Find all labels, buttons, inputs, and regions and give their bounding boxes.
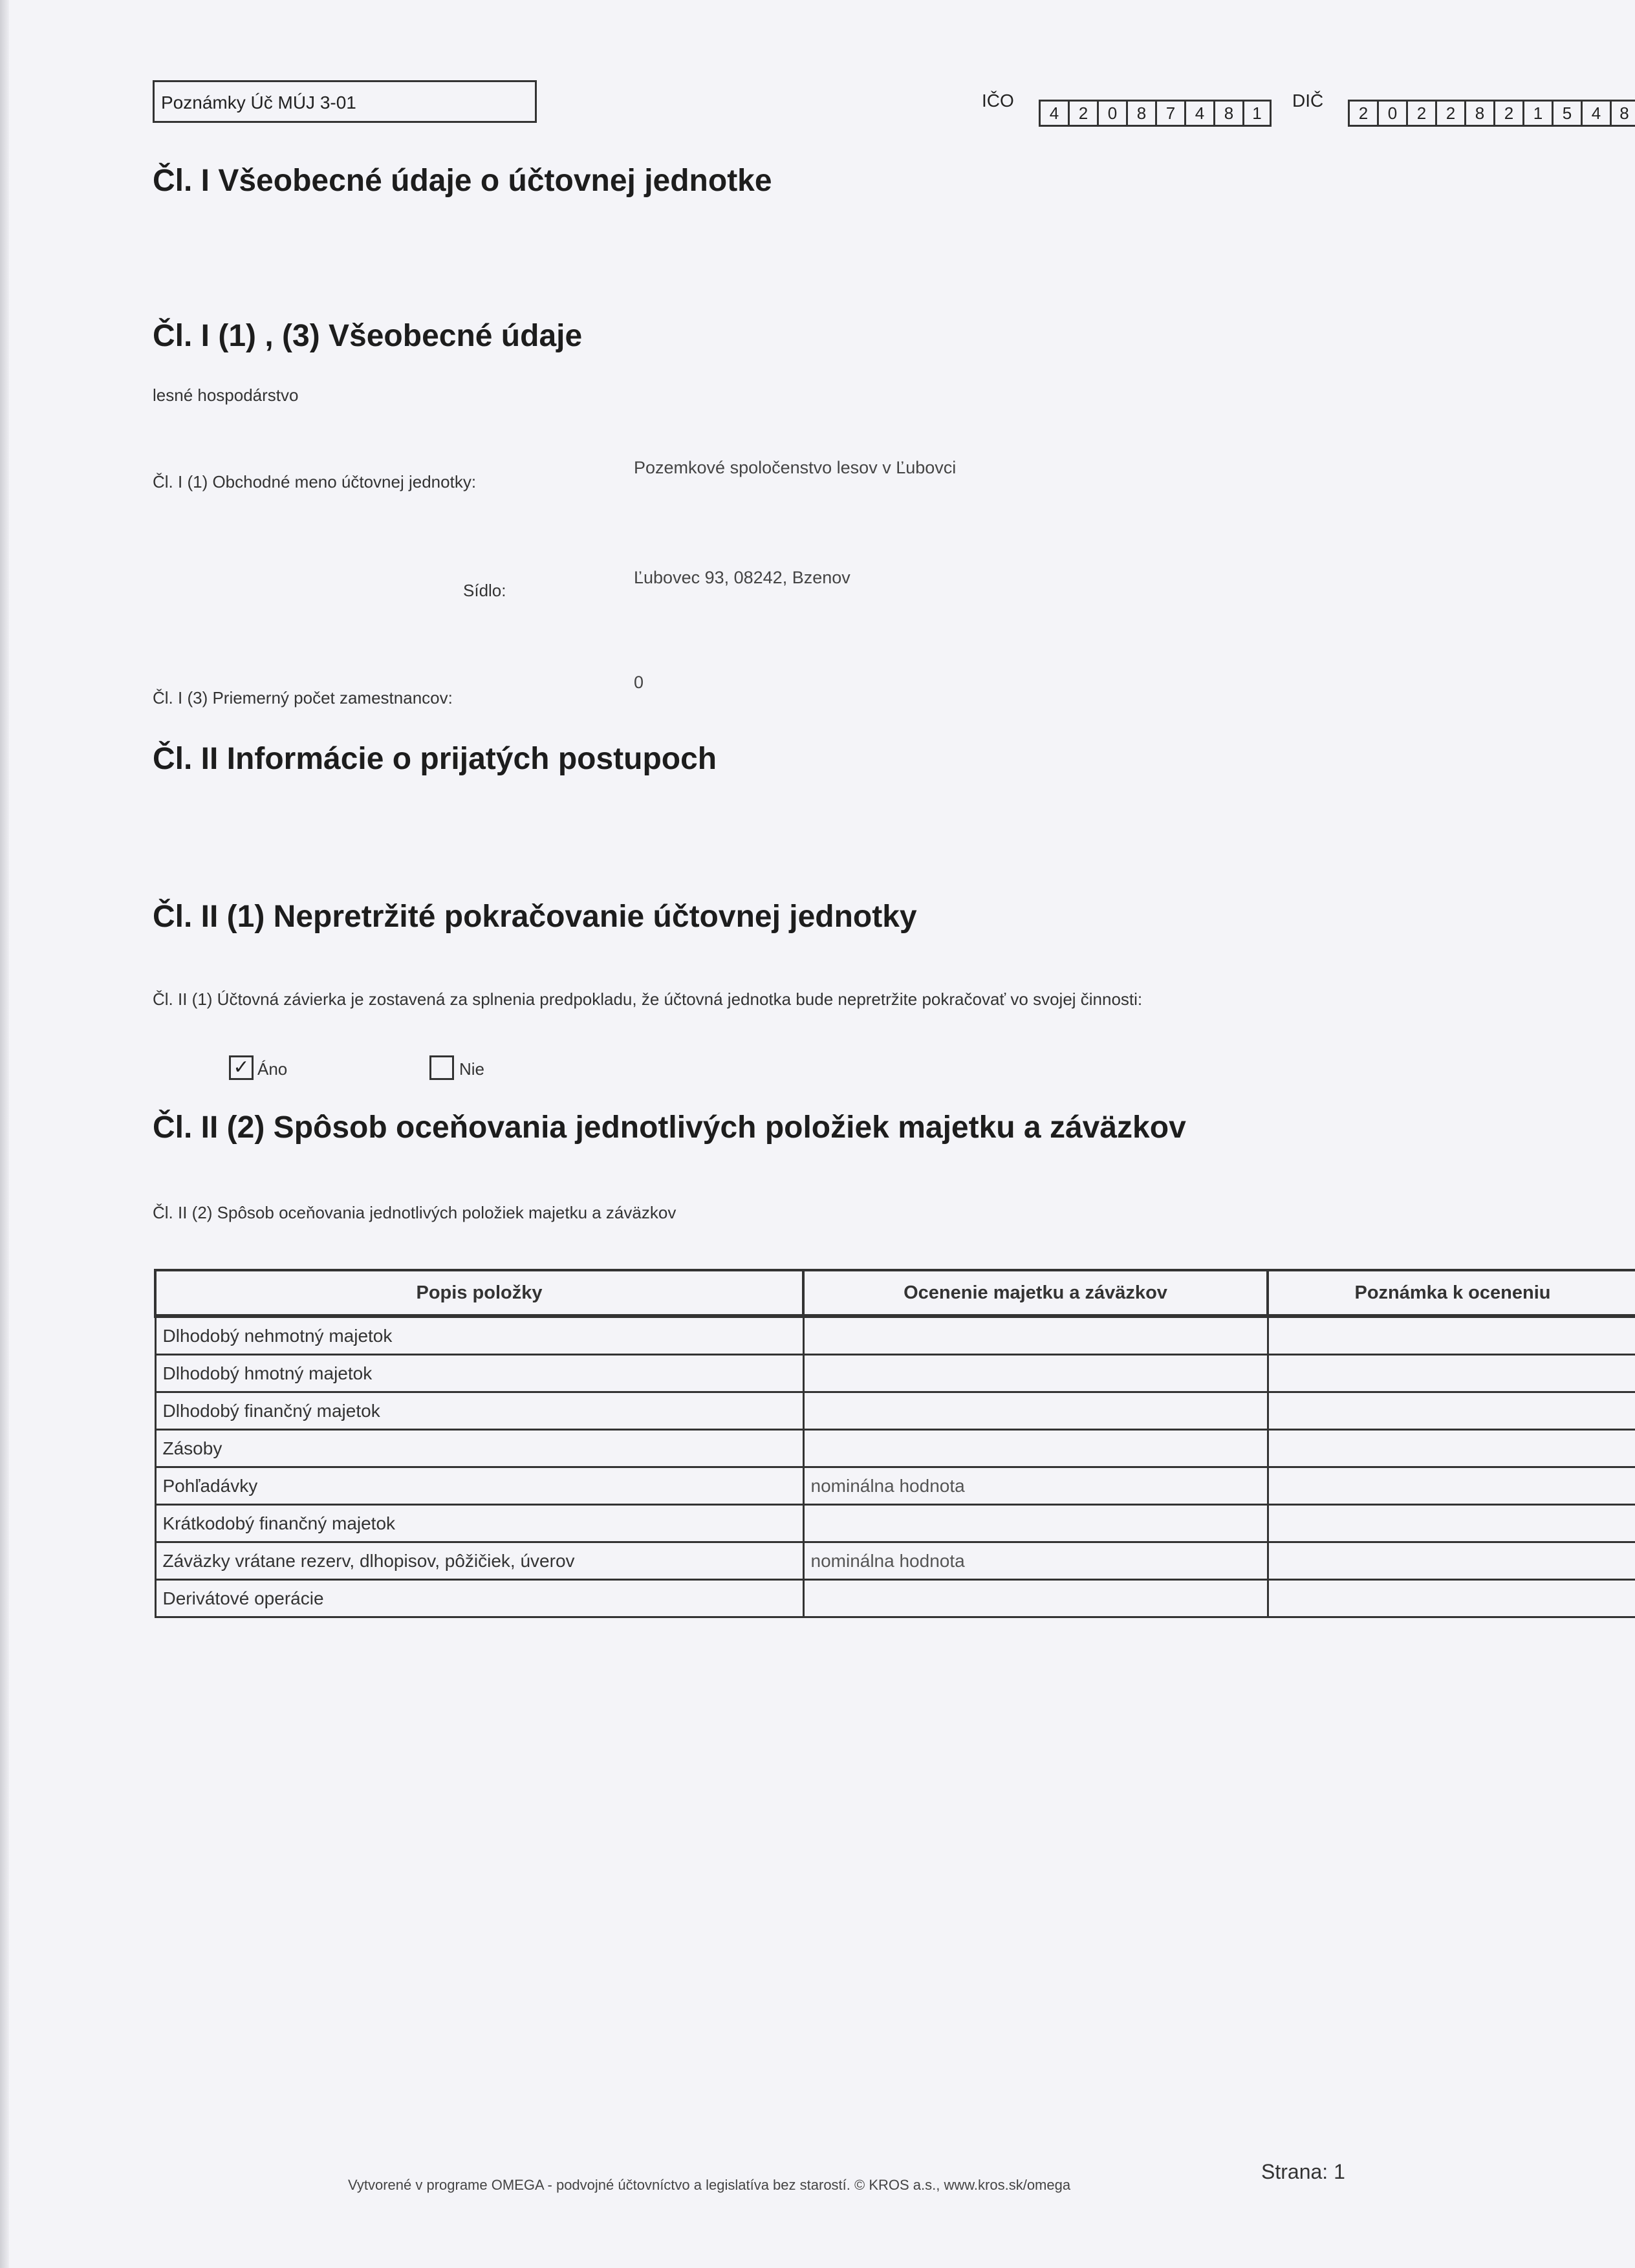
- item-valuation: [803, 1505, 1268, 1542]
- ico-digit: 8: [1126, 100, 1155, 127]
- section1-subtitle: Čl. I (1) , (3) Všeobecné údaje: [153, 319, 583, 353]
- item-note: [1268, 1467, 1635, 1505]
- ico-digit: 2: [1068, 100, 1097, 127]
- dic-digit: 2: [1348, 100, 1377, 127]
- ico-digit: 1: [1242, 100, 1272, 127]
- item-note: [1268, 1392, 1635, 1430]
- table-header-row: [155, 1270, 1635, 1316]
- item-note: [1268, 1430, 1635, 1467]
- section1-title: Čl. I Všeobecné údaje o účtovnej jednotke: [153, 164, 772, 198]
- form-id-box: Poznámky Úč MÚJ 3-01: [153, 80, 537, 123]
- seat-value: Ľubovec 93, 08242, Bzenov: [634, 568, 850, 587]
- section2-sub2-title: Čl. II (2) Spôsob oceňovania jednotlivých položiek majetku a záväzkov: [153, 1110, 1186, 1145]
- item-valuation: nominálna hodnota: [803, 1467, 1268, 1505]
- item-description: Pohľadávky: [155, 1467, 803, 1505]
- table-row: [155, 1392, 1635, 1430]
- dic-digit: 2: [1406, 100, 1435, 127]
- company-name-label: Čl. I (1) Obchodné meno účtovnej jednotky:: [153, 472, 477, 491]
- item-note: [1268, 1355, 1635, 1392]
- item-note: [1268, 1505, 1635, 1542]
- item-description: Zásoby: [155, 1430, 803, 1467]
- ico-digit: 0: [1097, 100, 1126, 127]
- activity-text: lesné hospodárstvo: [153, 385, 299, 405]
- ico-digit: 4: [1039, 100, 1068, 127]
- dic-digits: [1348, 78, 1635, 127]
- header-valuation-note: Poznámka k oceneniu: [1268, 1270, 1635, 1316]
- header-item-description: Popis položky: [155, 1270, 803, 1316]
- dic-digit: 4: [1581, 100, 1610, 127]
- ico-digits: [1039, 78, 1272, 127]
- item-description: Derivátové operácie: [155, 1580, 803, 1617]
- checkbox-yes[interactable]: [229, 1055, 254, 1080]
- item-note: [1268, 1316, 1635, 1355]
- company-name-value: Pozemkové spoločenstvo lesov v Ľubovci: [634, 458, 957, 477]
- footer-credit: Vytvorené v programe OMEGA - podvojné účtovníctvo a legislatíva bez starostí. © KROS a.s., www.kros.sk/omega: [348, 2177, 1071, 2193]
- continuity-statement: Čl. II (1) Účtovná závierka je zostavená za splnenia predpokladu, že účtovná jednotka bude nepretržite pokračovať vo svojej činnosti:: [153, 989, 1143, 1009]
- item-valuation: [803, 1392, 1268, 1430]
- ico-digit: 4: [1184, 100, 1213, 127]
- dic-digit: 5: [1552, 100, 1581, 127]
- table-row: [155, 1542, 1635, 1580]
- table-row: [155, 1467, 1635, 1505]
- item-description: Krátkodobý finančný majetok: [155, 1505, 803, 1542]
- ico-digit: 7: [1155, 100, 1184, 127]
- item-valuation: nominálna hodnota: [803, 1542, 1268, 1580]
- item-valuation: [803, 1355, 1268, 1392]
- item-description: Záväzky vrátane rezerv, dlhopisov, pôžičiek, úverov: [155, 1542, 803, 1580]
- dic-digit: 8: [1464, 100, 1493, 127]
- seat-label: Sídlo:: [463, 581, 506, 600]
- ico-digit: 8: [1213, 100, 1242, 127]
- header-valuation: Ocenenie majetku a záväzkov: [803, 1270, 1268, 1316]
- dic-digit: 1: [1522, 100, 1552, 127]
- valuation-intro: Čl. II (2) Spôsob oceňovania jednotlivých položiek majetku a záväzkov: [153, 1203, 677, 1222]
- table-row: [155, 1580, 1635, 1617]
- ico-label: IČO: [982, 91, 1014, 111]
- item-description: Dlhodobý finančný majetok: [155, 1392, 803, 1430]
- section2-title: Čl. II Informácie o prijatých postupoch: [153, 742, 717, 776]
- dic-digit: 2: [1435, 100, 1464, 127]
- table-row: [155, 1505, 1635, 1542]
- valuation-table: [154, 1269, 1635, 1618]
- scan-edge: [0, 0, 9, 2268]
- section2-sub1-title: Čl. II (1) Nepretržité pokračovanie účtovnej jednotky: [153, 900, 917, 934]
- option-yes-label: Áno: [257, 1059, 288, 1079]
- employees-label: Čl. I (3) Priemerný počet zamestnancov:: [153, 688, 453, 707]
- check-icon: ✓: [233, 1057, 250, 1078]
- item-valuation: [803, 1580, 1268, 1617]
- dic-digit: 2: [1493, 100, 1522, 127]
- item-description: Dlhodobý hmotný majetok: [155, 1355, 803, 1392]
- item-description: Dlhodobý nehmotný majetok: [155, 1316, 803, 1355]
- table-row: [155, 1430, 1635, 1467]
- checkbox-no[interactable]: [429, 1055, 454, 1080]
- item-note: [1268, 1542, 1635, 1580]
- dic-digit: 0: [1377, 100, 1406, 127]
- page-number: Strana: 1: [1261, 2160, 1345, 2183]
- dic-label: DIČ: [1292, 91, 1324, 111]
- table-row: [155, 1316, 1635, 1355]
- option-no-label: Nie: [459, 1059, 485, 1079]
- employees-value: 0: [634, 673, 644, 692]
- item-valuation: [803, 1316, 1268, 1355]
- item-note: [1268, 1580, 1635, 1617]
- dic-digit: 8: [1610, 100, 1635, 127]
- table-row: [155, 1355, 1635, 1392]
- item-valuation: [803, 1430, 1268, 1467]
